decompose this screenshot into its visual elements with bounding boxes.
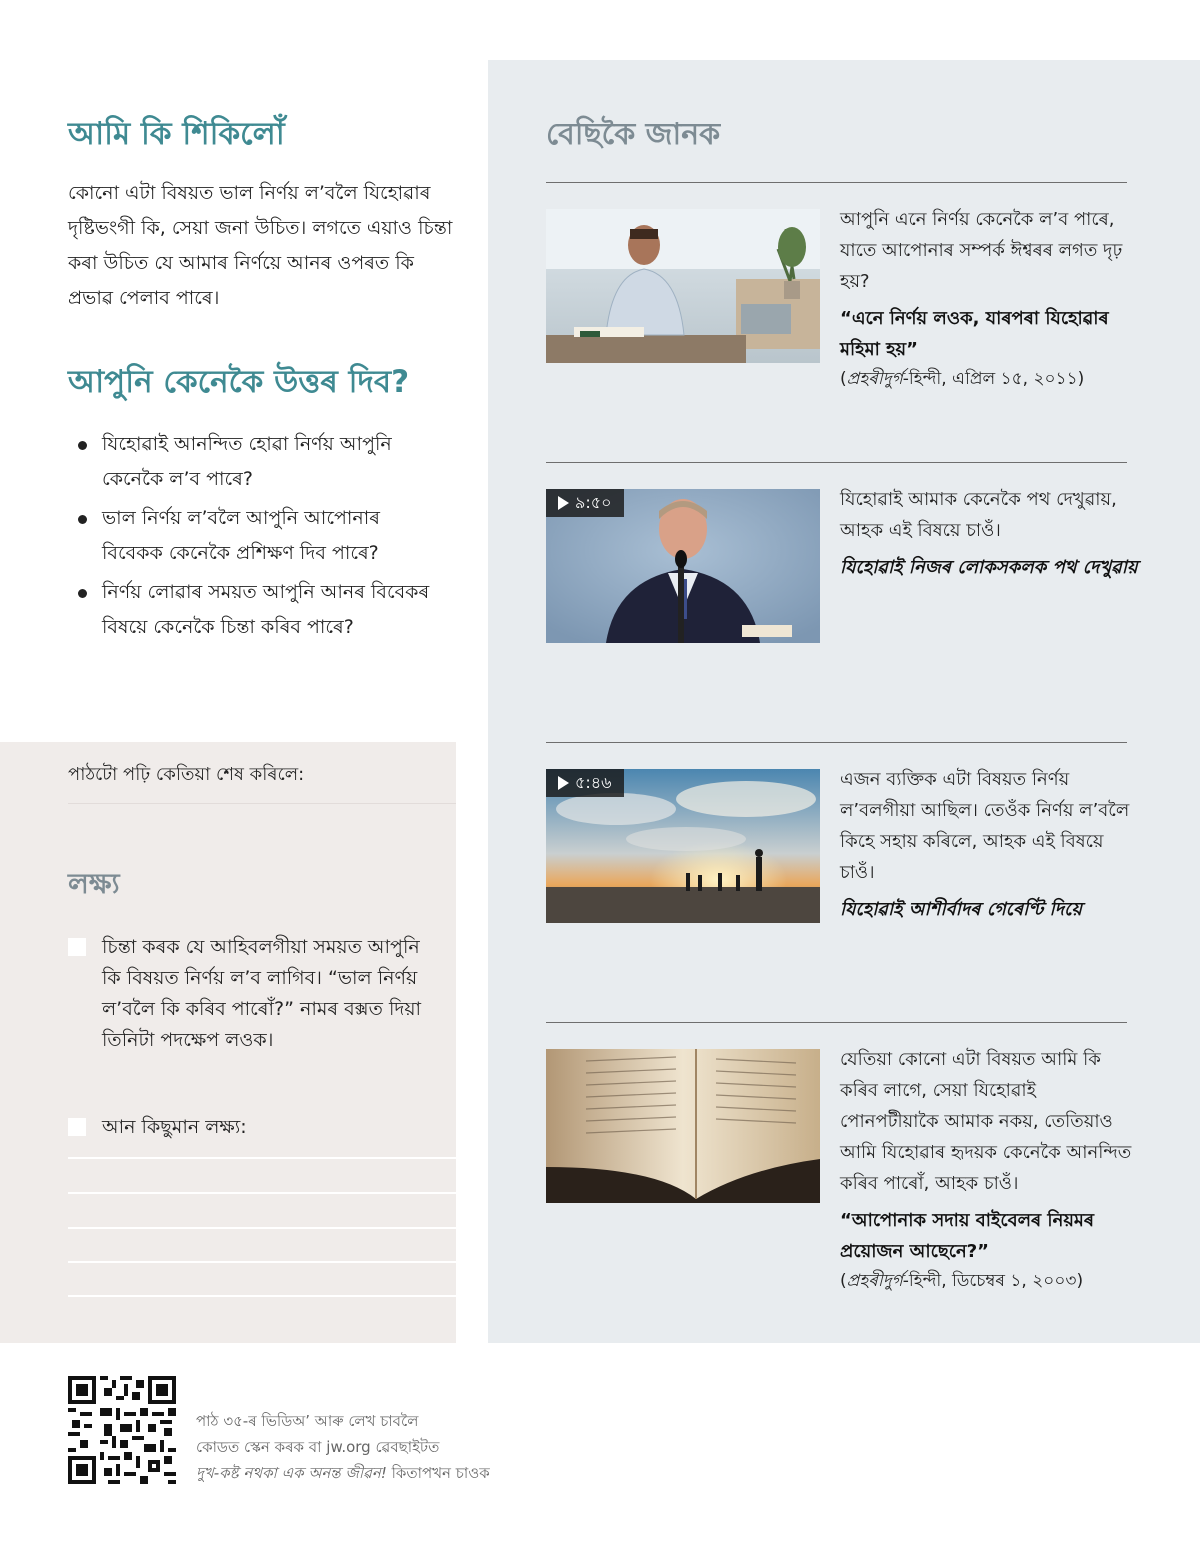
footer-line: দুখ-কষ্ট নথকা এক অনন্ত জীৱন! কিতাপখন চাওক — [196, 1464, 490, 1482]
more-heading: বেছিকৈ জানক — [546, 117, 721, 152]
bullet-icon — [78, 441, 87, 450]
question-list — [68, 427, 438, 649]
resource-title-link[interactable]: “আপোনাক সদায় বাইবেলৰ নিয়মৰ প্ৰয়োজন আছেনে?” — [840, 1210, 1095, 1262]
goal-text: আন কিছুমান লক্ষ্য: — [102, 1116, 247, 1138]
goal-writing-line[interactable] — [68, 1261, 456, 1263]
resource-text — [840, 204, 1140, 393]
divider — [546, 1022, 1127, 1023]
resource-title-link[interactable]: যিহোৱাই নিজৰ লোকসকলক পথ দেখুৱায় — [840, 557, 1138, 578]
bullet-icon — [78, 589, 87, 598]
resource-title-link[interactable]: “এনে নিৰ্ণয় লওক, যাৰপৰা যিহোৱাৰ মহিমা হয়” — [840, 308, 1109, 360]
man-studying-bible-image — [546, 209, 820, 363]
finished-date-label: পাঠটো পঢ়ি কেতিয়া শেষ কৰিলে: — [68, 764, 305, 785]
resource-description: যিহোৱাই আমাক কেনেকৈ পথ দেখুৱায়, আহক এই বিষয়ে চাওঁ। — [840, 489, 1117, 541]
divider — [546, 462, 1127, 463]
footer-line: পাঠ ৩৫-ৰ ভিডিঅ’ আৰু লেখ চাবলৈ — [196, 1412, 419, 1430]
video-duration-badge: ৫:৪৬ — [546, 769, 624, 797]
qr-code-icon[interactable] — [68, 1376, 176, 1484]
footer-note — [196, 1408, 616, 1486]
divider — [546, 182, 1127, 183]
play-icon — [558, 776, 569, 790]
goals-heading: লক্ষ্য — [68, 867, 120, 900]
resource-title-link[interactable]: যিহোৱাই আশীৰ্বাদৰ গেৰেণ্টি দিয়ে — [840, 899, 1082, 920]
resource-description: যেতিয়া কোনো এটা বিষয়ত আমি কি কৰিব লাগে, সেয়া যিহোৱাই পোনপটীয়াকৈ আমাক নকয়, তেতিয়াও আমি যিহোৱাৰ হৃদয়ক কেনেকৈ আনন্দিত কৰিব পাৰোঁ, আহক চাওঁ। — [840, 1049, 1132, 1194]
resource-thumbnail-article[interactable] — [546, 209, 820, 363]
learned-body: কোনো এটা বিষয়ত ভাল নিৰ্ণয় ল’বলৈ যিহোৱাৰ দৃষ্টিভংগী কি, সেয়া জনা উচিত। লগতে এয়াও চিন্তা কৰা উচিত যে আমাৰ নিৰ্ণয়ে আনৰ ওপৰত কি প্ৰভাৱ পেলাব পাৰে। — [68, 182, 453, 309]
divider — [546, 742, 1127, 743]
book-title-link[interactable]: দুখ-কষ্ট নথকা এক অনন্ত জীৱন! — [196, 1464, 387, 1482]
bullet-icon — [78, 515, 87, 524]
resource-description: আপুনি এনে নিৰ্ণয় কেনেকৈ ল’ব পাৰে, যাতে আপোনাৰ সম্পৰ্ক ঈশ্বৰৰ লগত দৃঢ় হয়? — [840, 209, 1123, 292]
footer-line: কোডত স্কেন কৰক বা jw.org ৱেবছাইটত — [196, 1438, 440, 1456]
resource-thumbnail-article[interactable] — [546, 1049, 820, 1203]
goal-writing-line[interactable] — [68, 1227, 456, 1229]
goal-text: চিন্তা কৰক যে আহিবলগীয়া সময়ত আপুনি কি বিষয়ত নিৰ্ণয় ল’ব লাগিব। “ভাল নিৰ্ণয় ল’বলৈ কি কৰিব পাৰোঁ?” নামৰ বক্সত দিয়া তিনিটা পদক্ষেপ লওক। — [102, 936, 422, 1051]
goal-item — [68, 1112, 428, 1143]
open-bible-image — [546, 1049, 820, 1203]
video-duration-badge: ৯:৫০ — [546, 489, 624, 517]
resource-thumbnail-video[interactable] — [546, 769, 820, 923]
question-item: ভাল নিৰ্ণয় ল’বলৈ আপুনি আপোনাৰ বিবেকক কেনেকৈ প্ৰশিক্ষণ দিব পাৰে? — [68, 501, 438, 571]
publication-name: প্ৰহৰীদুৰ্গ — [846, 369, 903, 389]
finished-date-field[interactable] — [68, 803, 456, 804]
goal-checkbox[interactable] — [68, 1118, 86, 1136]
question-item: নিৰ্ণয় লোৱাৰ সময়ত আপুনি আনৰ বিবেকৰ বিষয়ে কেনেকৈ চিন্তা কৰিব পাৰে? — [68, 575, 438, 645]
goal-writing-line[interactable] — [68, 1295, 456, 1297]
goal-writing-line[interactable] — [68, 1192, 456, 1194]
goal-checkbox[interactable] — [68, 938, 86, 956]
learned-heading: আমি কি শিকিলোঁ — [68, 116, 285, 152]
resource-source: (প্ৰহৰীদুৰ্গ-হিন্দী, এপ্ৰিল ১৫, ২০১১) — [840, 369, 1085, 389]
resource-source: (প্ৰহৰীদুৰ্গ-হিন্দী, ডিচেম্বৰ ১, ২০০৩) — [840, 1271, 1084, 1291]
goal-writing-line[interactable] — [68, 1157, 456, 1159]
goal-item — [68, 932, 428, 1056]
resource-text — [840, 484, 1140, 583]
resource-text — [840, 764, 1140, 925]
question-item: যিহোৱাই আনন্দিত হোৱা নিৰ্ণয় আপুনি কেনেকৈ ল’ব পাৰে? — [68, 427, 438, 497]
play-icon — [558, 496, 569, 510]
resource-text — [840, 1044, 1140, 1295]
resource-description: এজন ব্যক্তিক এটা বিষয়ত নিৰ্ণয় ল’বলগীয়া আছিল। তেওঁক নিৰ্ণয় ল’বলৈ কিহে সহায় কৰিলে, আহক এই বিষয়ে চাওঁ। — [840, 769, 1130, 883]
publication-name: প্ৰহৰীদুৰ্গ — [846, 1271, 903, 1291]
resource-thumbnail-video[interactable] — [546, 489, 820, 643]
answer-heading: আপুনি কেনেকৈ উত্তৰ দিব? — [68, 364, 410, 400]
